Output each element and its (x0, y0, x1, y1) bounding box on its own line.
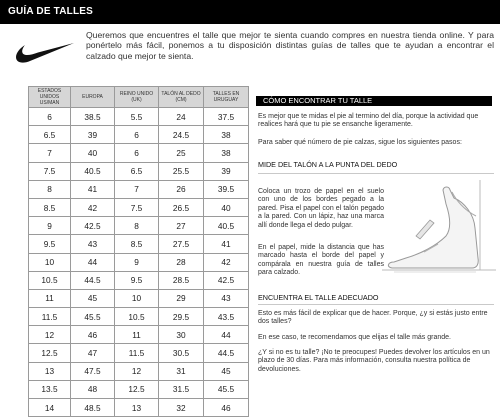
table-cell: 26 (159, 180, 204, 198)
table-header-row (29, 87, 249, 108)
table-cell: 32 (159, 399, 204, 417)
table-cell: 12 (115, 362, 159, 380)
table-row (29, 271, 249, 289)
table-cell: 42.5 (204, 271, 249, 289)
table-row (29, 380, 249, 398)
table-row (29, 289, 249, 307)
table-cell: 24.5 (159, 126, 204, 144)
table-cell: 8.5 (29, 198, 71, 216)
table-cell: 45 (71, 289, 115, 307)
table-row (29, 180, 249, 198)
table-cell: 30 (159, 326, 204, 344)
table-cell: 9 (115, 253, 159, 271)
table-cell: 6 (115, 126, 159, 144)
guide-paragraph-3: Coloca un trozo de papel en el suelo con uno de los bordes pegado a la pared. Pisa el papel con el talón pegado a la pared. Con un lápiz, haz una marca allí donde llega el dedo pulgar. (258, 188, 384, 229)
table-cell: 25 (159, 144, 204, 162)
table-cell: 27 (159, 217, 204, 235)
table-row (29, 326, 249, 344)
table-cell: 14 (29, 399, 71, 417)
table-cell: 42 (71, 198, 115, 216)
subtitle-measure: MIDE DEL TALÓN A LA PUNTA DEL DEDO (258, 160, 398, 169)
divider-line (258, 173, 494, 174)
table-cell: 10 (115, 289, 159, 307)
foot-measuring-icon (380, 176, 498, 276)
table-cell: 6 (29, 108, 71, 126)
table-cell: 10.5 (29, 271, 71, 289)
table-cell: 45.5 (71, 308, 115, 326)
table-row (29, 399, 249, 417)
table-cell: 47.5 (71, 362, 115, 380)
table-row (29, 235, 249, 253)
table-row (29, 217, 249, 235)
table-cell: 39 (71, 126, 115, 144)
page-title: GUÍA DE TALLES (8, 6, 94, 17)
table-cell: 44 (71, 253, 115, 271)
col-header-uruguay: TALLES EN URUGUAY (204, 87, 249, 108)
table-cell: 5.5 (115, 108, 159, 126)
table-cell: 40.5 (204, 217, 249, 235)
col-header-us: ESTADOS UNIDOS US/MAN (29, 87, 71, 108)
col-header-uk: REINO UNIDO (UK) (115, 87, 159, 108)
table-cell: 48 (71, 380, 115, 398)
table-cell: 7.5 (29, 162, 71, 180)
table-cell: 9.5 (115, 271, 159, 289)
table-cell: 29 (159, 289, 204, 307)
table-cell: 24 (159, 108, 204, 126)
table-cell: 6 (115, 144, 159, 162)
table-row (29, 308, 249, 326)
guide-paragraph-5: Esto es más fácil de explicar que de hacer. Porque, ¿y si estás justo entre dos talles? (258, 310, 488, 326)
table-cell: 38 (204, 126, 249, 144)
table-cell: 25.5 (159, 162, 204, 180)
table-cell: 44.5 (204, 344, 249, 362)
guide-paragraph-1: Es mejor que te midas el pie al termino del día, porque la actividad que realices hará que tu pie se ensanche ligeramente. (258, 113, 479, 129)
table-cell: 12.5 (29, 344, 71, 362)
table-row (29, 108, 249, 126)
table-cell: 43.5 (204, 308, 249, 326)
size-table (28, 86, 249, 417)
table-cell: 38.5 (71, 108, 115, 126)
guide-paragraph-2: Para saber qué número de pie calzas, sigue los siguientes pasos: (258, 139, 462, 146)
table-cell: 30.5 (159, 344, 204, 362)
col-header-europe: EUROPA (71, 87, 115, 108)
table-cell: 6.5 (115, 162, 159, 180)
subtitle-size: ENCUENTRA EL TALLE ADECUADO (258, 293, 379, 302)
table-cell: 10 (29, 253, 71, 271)
table-cell: 12.5 (115, 380, 159, 398)
table-cell: 39 (204, 162, 249, 180)
table-cell: 43 (204, 289, 249, 307)
table-cell: 45 (204, 362, 249, 380)
table-cell: 11 (29, 289, 71, 307)
table-cell: 40 (71, 144, 115, 162)
guide-paragraph-7: ¿Y si no es tu talle? ¡No te preocupes! Puedes devolver los artículos en un plazo de 30 días. Para más información, consulta nuestra política de devoluciones. (258, 349, 490, 373)
table-row (29, 362, 249, 380)
table-cell: 42.5 (71, 217, 115, 235)
table-cell: 11.5 (29, 308, 71, 326)
table-cell: 8.5 (115, 235, 159, 253)
nike-swoosh-logo (16, 40, 74, 64)
table-row (29, 162, 249, 180)
table-cell: 7 (29, 144, 71, 162)
table-cell: 8 (115, 217, 159, 235)
table-row (29, 344, 249, 362)
table-row (29, 253, 249, 271)
guide-paragraph-4: En el papel, mide la distancia que has marcado hasta el borde del papel y compárala en nuestra guía de talles para calzado. (258, 244, 384, 277)
table-cell: 44 (204, 326, 249, 344)
table-cell: 9 (29, 217, 71, 235)
table-cell: 46 (71, 326, 115, 344)
title-bar (0, 0, 500, 24)
table-cell: 45.5 (204, 380, 249, 398)
table-cell: 47 (71, 344, 115, 362)
table-row (29, 198, 249, 216)
table-cell: 11 (115, 326, 159, 344)
table-cell: 7.5 (115, 198, 159, 216)
table-cell: 27.5 (159, 235, 204, 253)
section-title: CÓMO ENCONTRAR TU TALLE (263, 96, 373, 105)
table-cell: 29.5 (159, 308, 204, 326)
table-row (29, 126, 249, 144)
table-cell: 41 (71, 180, 115, 198)
table-cell: 39.5 (204, 180, 249, 198)
table-cell: 26.5 (159, 198, 204, 216)
table-cell: 43 (71, 235, 115, 253)
section-header (256, 96, 492, 106)
table-cell: 41 (204, 235, 249, 253)
table-cell: 46 (204, 399, 249, 417)
table-cell: 48.5 (71, 399, 115, 417)
table-cell: 44.5 (71, 271, 115, 289)
intro-text: Queremos que encuentres el talle que mejor te sienta cuando compres en nuestra tienda online. Y para ponértelo más fácil, ponemos a tu disposición distintas guías de talles que te ayudan a encontrar el calzado que mejor te sienta. (86, 30, 494, 61)
table-cell: 40 (204, 198, 249, 216)
guide-paragraph-6: En ese caso, te recomendamos que elijas el talle más grande. (258, 334, 451, 341)
table-cell: 12 (29, 326, 71, 344)
table-cell: 6.5 (29, 126, 71, 144)
size-table-body (29, 108, 249, 417)
table-cell: 7 (115, 180, 159, 198)
table-cell: 28 (159, 253, 204, 271)
table-cell: 31.5 (159, 380, 204, 398)
table-cell: 13.5 (29, 380, 71, 398)
table-cell: 13 (29, 362, 71, 380)
table-cell: 37.5 (204, 108, 249, 126)
table-cell: 28.5 (159, 271, 204, 289)
table-cell: 8 (29, 180, 71, 198)
col-header-cm: TALÓN AL DEDO (CM) (159, 87, 204, 108)
table-cell: 11.5 (115, 344, 159, 362)
divider-line (258, 304, 494, 305)
table-cell: 40.5 (71, 162, 115, 180)
table-cell: 13 (115, 399, 159, 417)
table-cell: 42 (204, 253, 249, 271)
table-cell: 10.5 (115, 308, 159, 326)
table-cell: 38 (204, 144, 249, 162)
table-row (29, 144, 249, 162)
table-cell: 31 (159, 362, 204, 380)
table-cell: 9.5 (29, 235, 71, 253)
